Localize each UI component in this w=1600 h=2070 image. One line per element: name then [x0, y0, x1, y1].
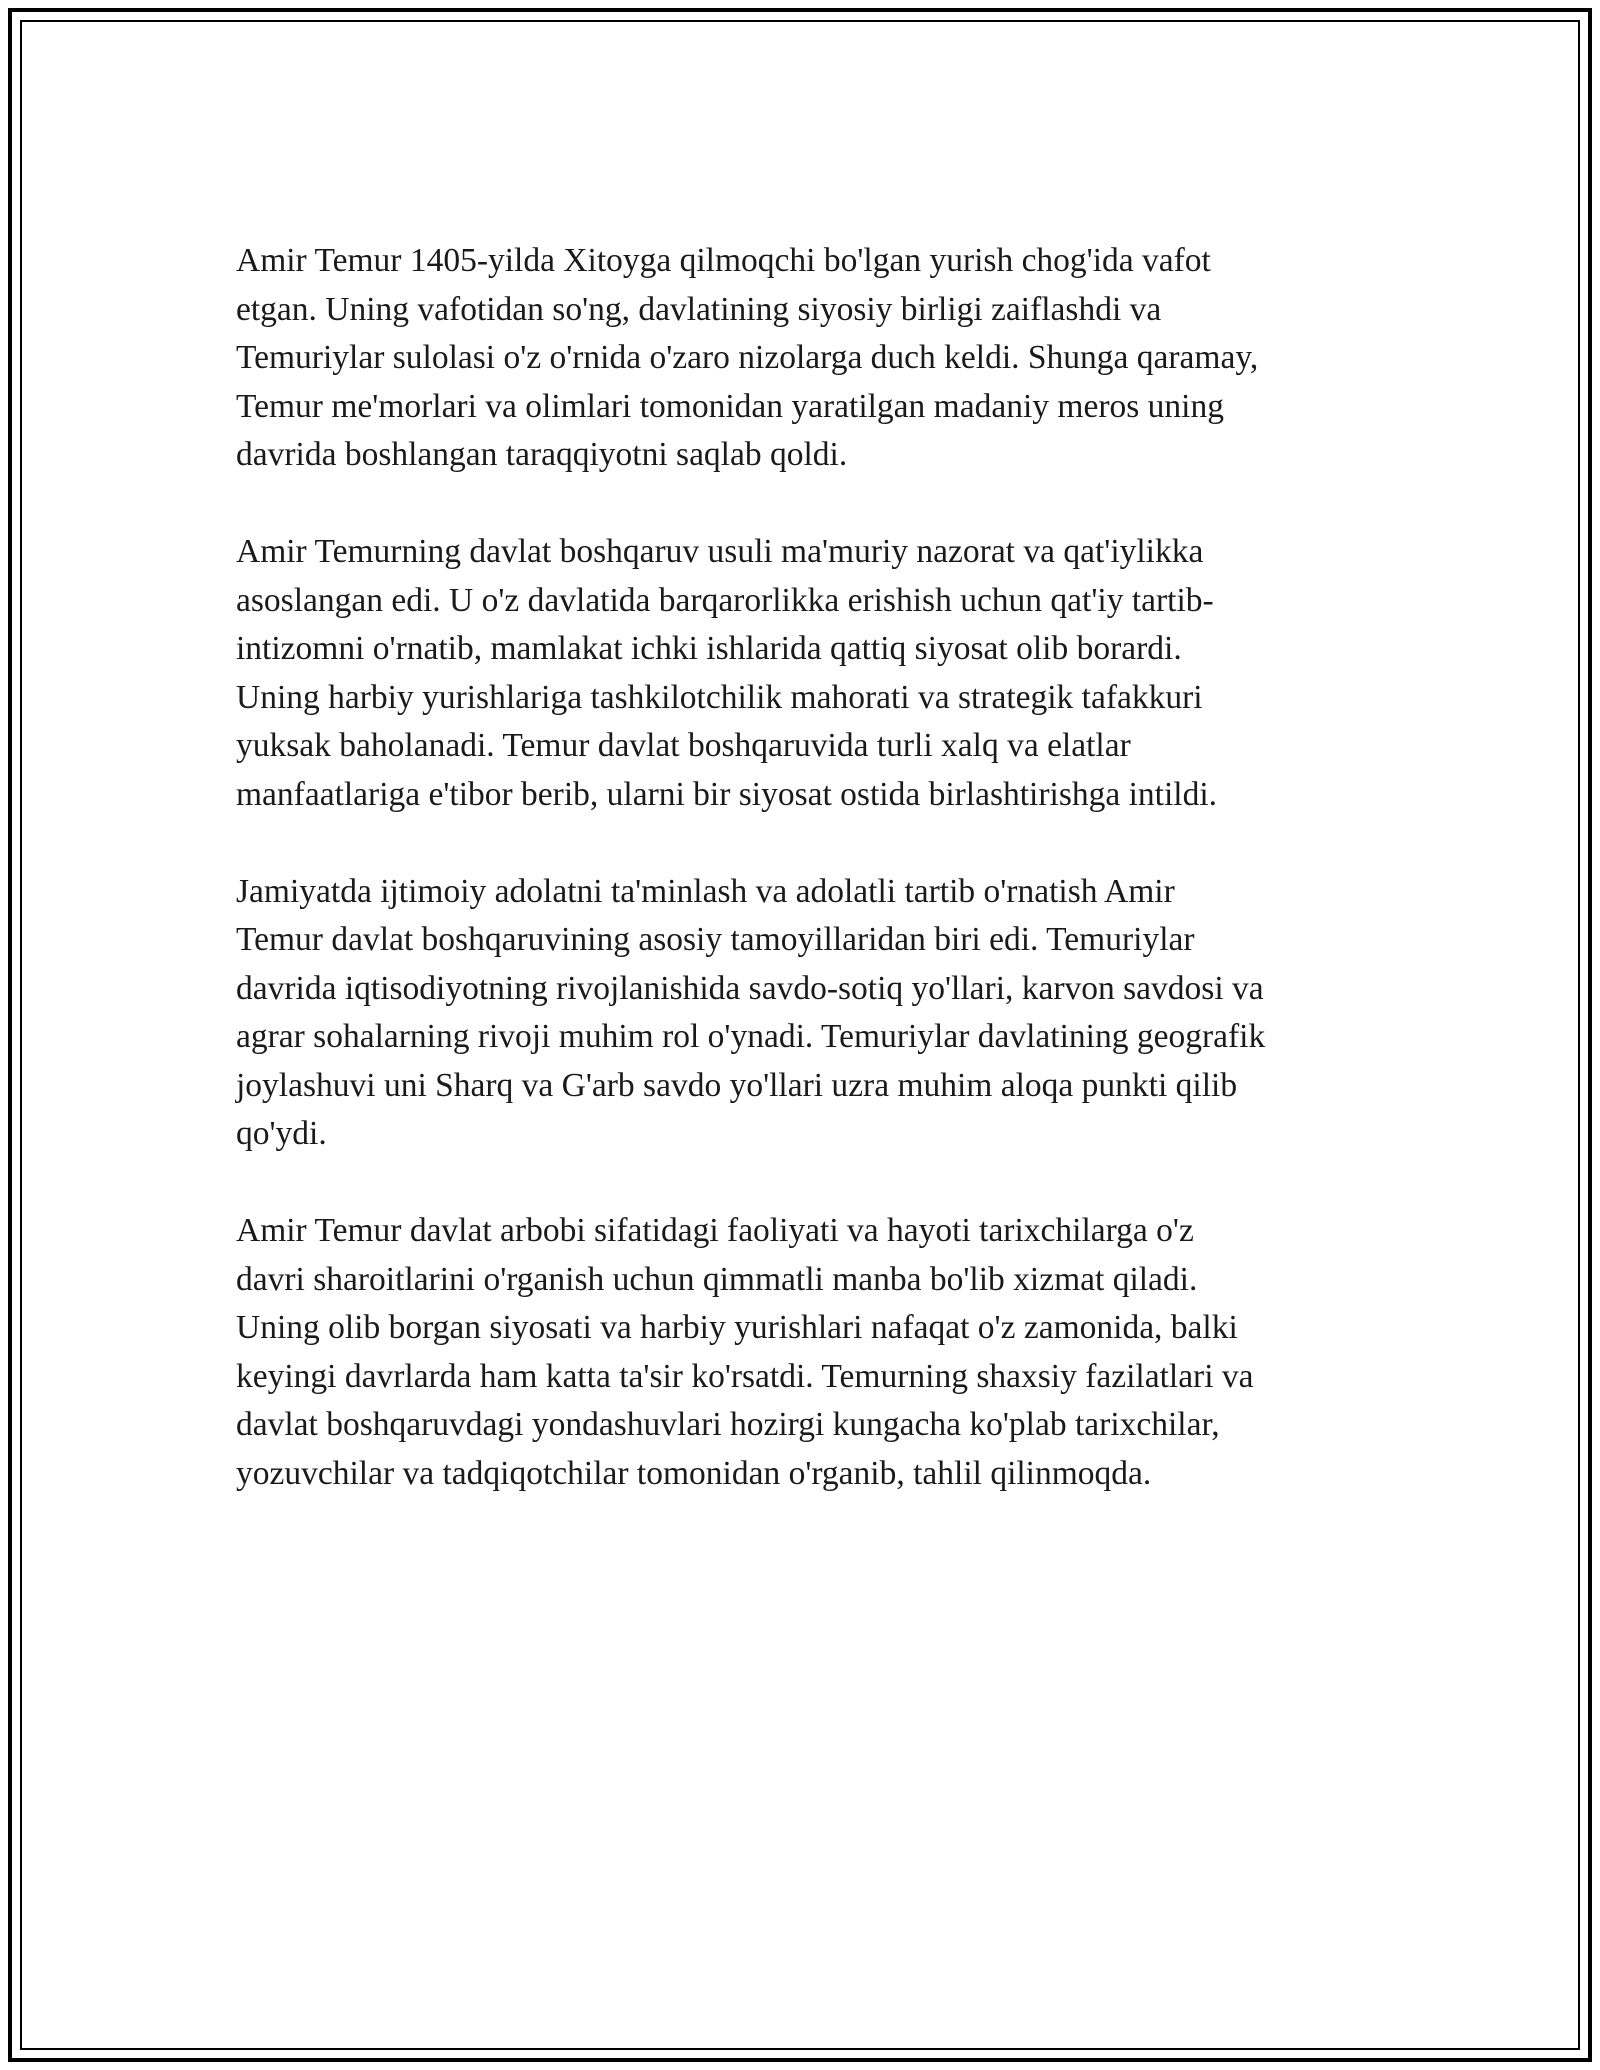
- paragraph-2: [236, 528, 1376, 819]
- paragraph-line: joylashuvi uni Sharq va G'arb savdo yo'llari uzra muhim aloqa punkti qilib: [236, 1066, 1238, 1104]
- paragraph-line: davrida iqtisodiyotning rivojlanishida savdo-sotiq yo'llari, karvon savdosi va: [236, 969, 1264, 1007]
- paragraph-line: Amir Temur davlat arbobi sifatidagi faoliyati va hayoti tarixchilarga o'z: [236, 1212, 1194, 1249]
- paragraph-1: [236, 237, 1376, 480]
- paragraph-line: keyingi davrlarda ham katta ta'sir ko'rsatdi. Temurning shaxsiy fazilatlari va: [236, 1357, 1254, 1395]
- document-body: [236, 237, 1376, 1547]
- paragraph-line: Uning olib borgan siyosati va harbiy yurishlari nafaqat o'z zamonida, balki: [236, 1309, 1238, 1346]
- paragraph-3: [236, 868, 1376, 1159]
- paragraph-line: Uning harbiy yurishlariga tashkilotchilik mahorati va strategik tafakkuri: [236, 678, 1203, 716]
- paragraph-line: asoslangan edi. U o'z davlatida barqarorlikka erishish uchun qat'iy tartib-: [236, 581, 1214, 619]
- paragraph-line: davri sharoitlarini o'rganish uchun qimmatli manba bo'lib xizmat qiladi.: [236, 1260, 1198, 1298]
- paragraph-line: Jamiyatda ijtimoiy adolatni ta'minlash va adolatli tartib o'rnatish Amir: [236, 872, 1175, 910]
- paragraph-line: qo'ydi.: [236, 1115, 327, 1152]
- paragraph-4: [236, 1207, 1376, 1498]
- paragraph-line: Amir Temurning davlat boshqaruv usuli ma'muriy nazorat va qat'iylikka: [236, 533, 1204, 570]
- paragraph-line: davlat boshqaruvdagi yondashuvlari hozirgi kungacha ko'plab tarixchilar,: [236, 1406, 1220, 1443]
- paragraph-line: agrar sohalarning rivoji muhim rol o'ynadi. Temuriylar davlatining geografik: [236, 1018, 1266, 1055]
- paragraph-line: manfaatlariga e'tibor berib, ularni bir siyosat ostida birlashtirishga intildi.: [236, 775, 1218, 813]
- paragraph-line: yozuvchilar va tadqiqotchilar tomonidan o'rganib, tahlil qilinmoqda.: [236, 1454, 1152, 1492]
- paragraph-line: Temur davlat boshqaruvining asosiy tamoyillaridan biri edi. Temuriylar: [236, 921, 1195, 958]
- paragraph-line: davrida boshlangan taraqqiyotni saqlab qoldi.: [236, 436, 848, 473]
- paragraph-line: etgan. Uning vafotidan so'ng, davlatining siyosiy birligi zaiflashdi va: [236, 290, 1162, 328]
- paragraph-line: intizomni o'rnatib, mamlakat ichki ishlarida qattiq siyosat olib borardi.: [236, 630, 1182, 667]
- paragraph-line: yuksak baholanadi. Temur davlat boshqaruvida turli xalq va elatlar: [236, 727, 1131, 764]
- paragraph-line: Temuriylar sulolasi o'z o'rnida o'zaro nizolarga duch keldi. Shunga qaramay,: [236, 339, 1259, 376]
- paragraph-line: Amir Temur 1405-yilda Xitoyga qilmoqchi bo'lgan yurish chog'ida vafot: [236, 242, 1211, 279]
- paragraph-line: Temur me'morlari va olimlari tomonidan yaratilgan madaniy meros uning: [236, 387, 1224, 425]
